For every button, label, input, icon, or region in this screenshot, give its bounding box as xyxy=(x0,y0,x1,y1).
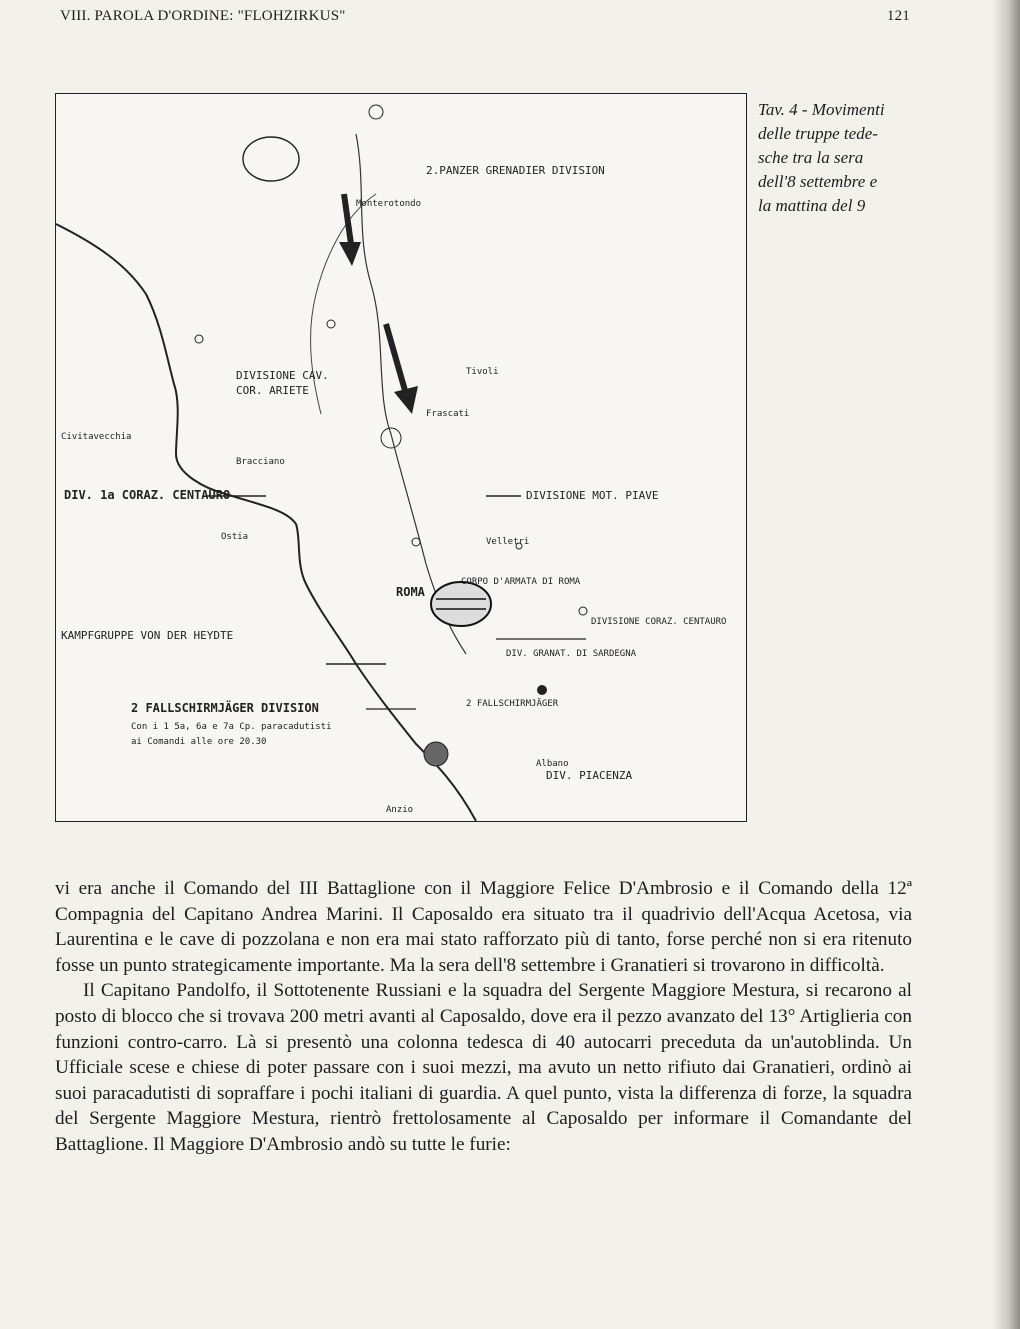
caption-line: sche tra la sera xyxy=(758,148,864,167)
map-label-frascati: Frascati xyxy=(426,409,470,419)
page-edge-shadow xyxy=(992,0,1020,1329)
map-label-div-motorizzata: DIVISIONE MOT. PIAVE xyxy=(526,489,659,502)
page-number: 121 xyxy=(886,8,910,24)
chapter-title: VIII. PAROLA D'ORDINE: "FLOHZIRKUS" xyxy=(60,8,346,24)
map-label-anzio: Anzio xyxy=(386,805,414,815)
caption-line: la mattina del 9 xyxy=(758,196,866,215)
map-label-fallschirm: 2 FALLSCHIRMJÄGER DIVISION xyxy=(131,701,319,715)
caption-line: Tav. 4 - Movimenti xyxy=(758,100,885,119)
body-text xyxy=(55,876,912,1158)
arrow-center xyxy=(386,324,418,414)
map-label-tivoli: Tivoli xyxy=(466,367,499,377)
map-label-civitavecchia: Civitavecchia xyxy=(61,432,132,442)
map-drawing xyxy=(56,94,746,821)
map-figure xyxy=(55,93,747,822)
caption-line: delle truppe tede- xyxy=(758,124,878,143)
map-label-velletri: Velletri xyxy=(486,537,530,547)
map-label-div-centauro-left: DIV. 1a CORAZ. CENTAURO xyxy=(64,488,231,502)
map-label-coraz-ariete: COR. ARIETE xyxy=(236,384,309,397)
map-label-corpo-armata: CORPO D'ARMATA DI ROMA xyxy=(461,577,581,587)
map-label-kampfgruppe: KAMPFGRUPPE VON DER HEYDTE xyxy=(61,629,234,642)
map-label-div-centauro-right: DIVISIONE CORAZ. CENTAURO xyxy=(591,617,727,627)
map-label-ostia: Ostia xyxy=(221,532,249,542)
figure-caption xyxy=(758,98,928,218)
map-label-albano: Albano xyxy=(536,759,569,769)
map-label-panzer-grenadier: 2.PANZER GRENADIER DIVISION xyxy=(426,164,605,177)
map-label-roma: ROMA xyxy=(396,585,425,599)
body-paragraph: Il Capitano Pandolfo, il Sottotenente Russiani e la squadra del Sergente Maggiore Mestura, si recarono al posto di blocco che si trovava 200 metri avanti al Caposaldo, dove era il pezzo avanzato del 13° Artiglieria con funzioni contro-carro. Là si presentò una colonna tedesca di 40 autocarri preceduta da un'autoblinda. Un Ufficiale scese e chiese di poter passare con i suoi mezzi, ma avuto un netto rifiuto dai Granatieri, ordinò ai suoi paracadutisti di sopraffare i pochi italiani di guardia. A quel punto, vista la differenza di forze, la squadra del Sergente Maggiore Mestura, rientrò frettolosamente al Caposaldo per informare il Comandante del Battaglione. Il Maggiore D'Ambrosio andò su tutte le furie: xyxy=(55,980,912,1155)
map-label-bracciano: Bracciano xyxy=(236,457,285,467)
map-label-fallschirm-time: ai Comandi alle ore 20.30 xyxy=(131,737,267,747)
map-label-fallschirm-right: 2 FALLSCHIRMJÄGER xyxy=(466,699,559,709)
map-label-monterotondo: Monterotondo xyxy=(356,199,422,209)
rome-circle xyxy=(431,582,491,626)
body-paragraph: vi era anche il Comando del III Battaglione con il Maggiore Felice D'Ambrosio e il Comando della 12ª Compagnia del Capitano Andrea Marini. Il Caposaldo era situato tra il quadrivio dell'Acqua Acetosa, via Laurentina e le cave di pozzolana e non era mai stato rafforzato più di tanto, forse perché non si era ritenuto fosse un punto strategicamente importante. Ma la sera dell'8 settembre i Granatieri si trovarono in difficoltà. xyxy=(55,878,912,976)
map-label-fallschirm-detail: Con i 1 5a, 6a e 7a Cp. paracadutisti xyxy=(131,722,332,732)
map-label-div-granatieri: DIV. GRANAT. DI SARDEGNA xyxy=(506,649,637,659)
lake-bracciano xyxy=(243,137,299,181)
map-label-div-cav: DIVISIONE CAV. xyxy=(236,369,329,382)
map-label-div-piacenza: DIV. PIACENZA xyxy=(546,769,633,782)
caption-line: dell'8 settembre e xyxy=(758,172,878,191)
